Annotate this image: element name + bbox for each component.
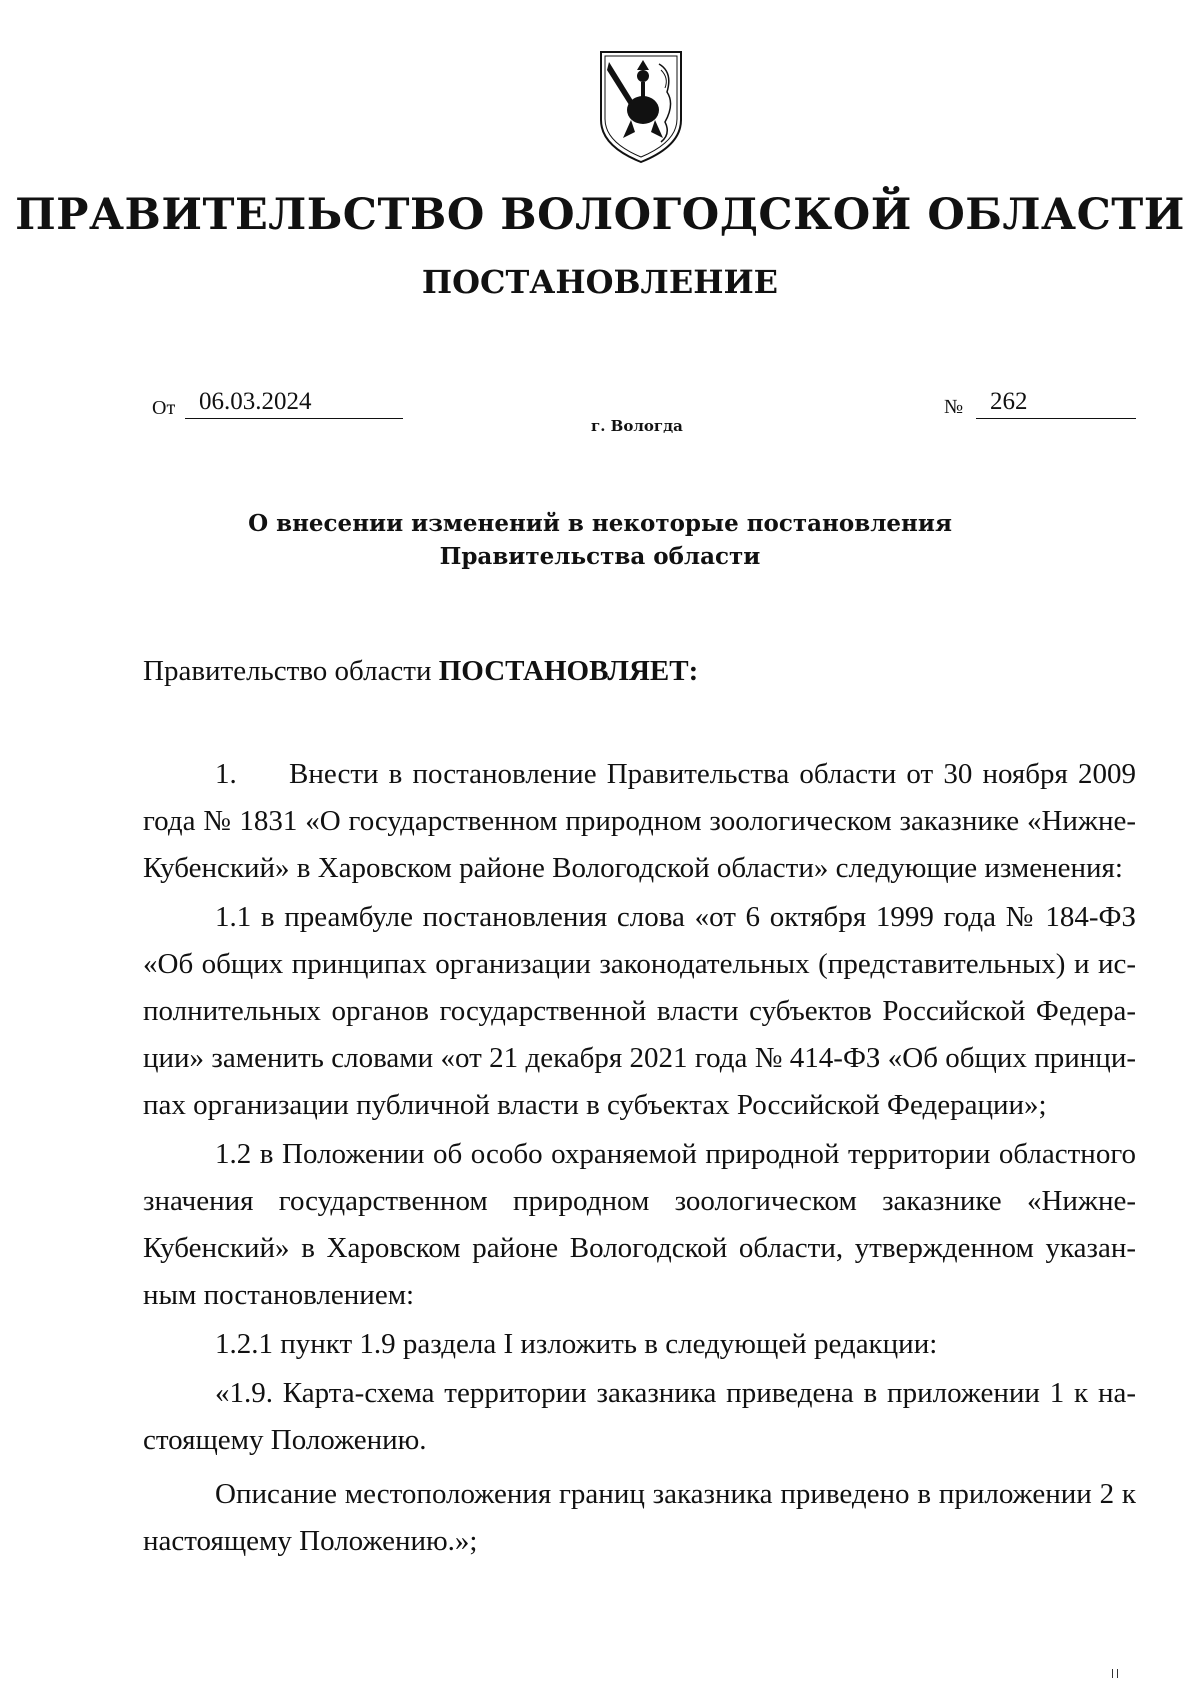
document-city: г. Вологда [591, 417, 683, 435]
paragraph-number: 1. [215, 758, 237, 790]
text-line: ции» заменить словами «от 21 декабря 2021 года № 414-ФЗ «Об общих принци- [143, 1042, 1136, 1074]
preamble [143, 655, 698, 688]
document-number: 262 [976, 388, 1136, 419]
text-line: «1.9. Карта-схема территории заказника приведена в приложении 1 к на- [215, 1377, 1136, 1409]
preamble-text: Правительство области [143, 655, 439, 687]
document-title-line: Правительства области [439, 543, 761, 570]
document-date: 06.03.2024 [185, 388, 403, 419]
text-line: настоящему Положению.»; [143, 1525, 478, 1557]
coat-of-arms-emblem [595, 48, 687, 166]
text-line: «Об общих принципах организации законодательных (представительных) и ис- [143, 948, 1136, 980]
text-line: Кубенский» в Харовском районе Вологодской области» следующие изменения: [143, 852, 1123, 884]
text-line [215, 754, 1136, 794]
preamble-emphasis: ПОСТАНОВЛЯЕТ: [438, 655, 699, 687]
text-line: Описание местоположения границ заказника приведено в приложении 2 к [215, 1478, 1136, 1510]
text-line: ным постановлением: [143, 1279, 415, 1311]
text-line: значения государственном природном зоологическом заказнике «Нижне- [143, 1185, 1136, 1217]
text-line: Кубенский» в Харовском районе Вологодской области, утвержденном указан- [143, 1232, 1136, 1264]
text-line: 1.1 в преамбуле постановления слова «от 6 октября 1999 года № 184-ФЗ [215, 901, 1136, 933]
text-line: 1.2.1 пункт 1.9 раздела I изложить в следующей редакции: [215, 1328, 938, 1360]
number-prefix: № [944, 396, 964, 418]
document-type: ПОСТАНОВЛЕНИЕ [421, 263, 779, 301]
page-edge-mark [1112, 1669, 1118, 1678]
text-line: полнительных органов государственной власти субъектов Российской Федера- [143, 995, 1136, 1027]
text-line: года № 1831 «О государственном природном зоологическом заказнике «Нижне- [143, 805, 1136, 837]
text-line: 1.2 в Положении об особо охраняемой природной территории областного [215, 1138, 1136, 1170]
text-line: стоящему Положению. [143, 1424, 427, 1456]
date-prefix: От [152, 397, 176, 419]
document-title [0, 507, 1200, 573]
text-line-content: Внести в постановление Правительства области от 30 ноября 2009 [289, 758, 1136, 790]
text-line: пах организации публичной власти в субъектах Российской Федерации»; [143, 1089, 1047, 1121]
organization-title: ПРАВИТЕЛЬСТВО ВОЛОГОДСКОЙ ОБЛАСТИ [15, 190, 1185, 240]
document-title-line: О внесении изменений в некоторые постановления [248, 510, 952, 537]
